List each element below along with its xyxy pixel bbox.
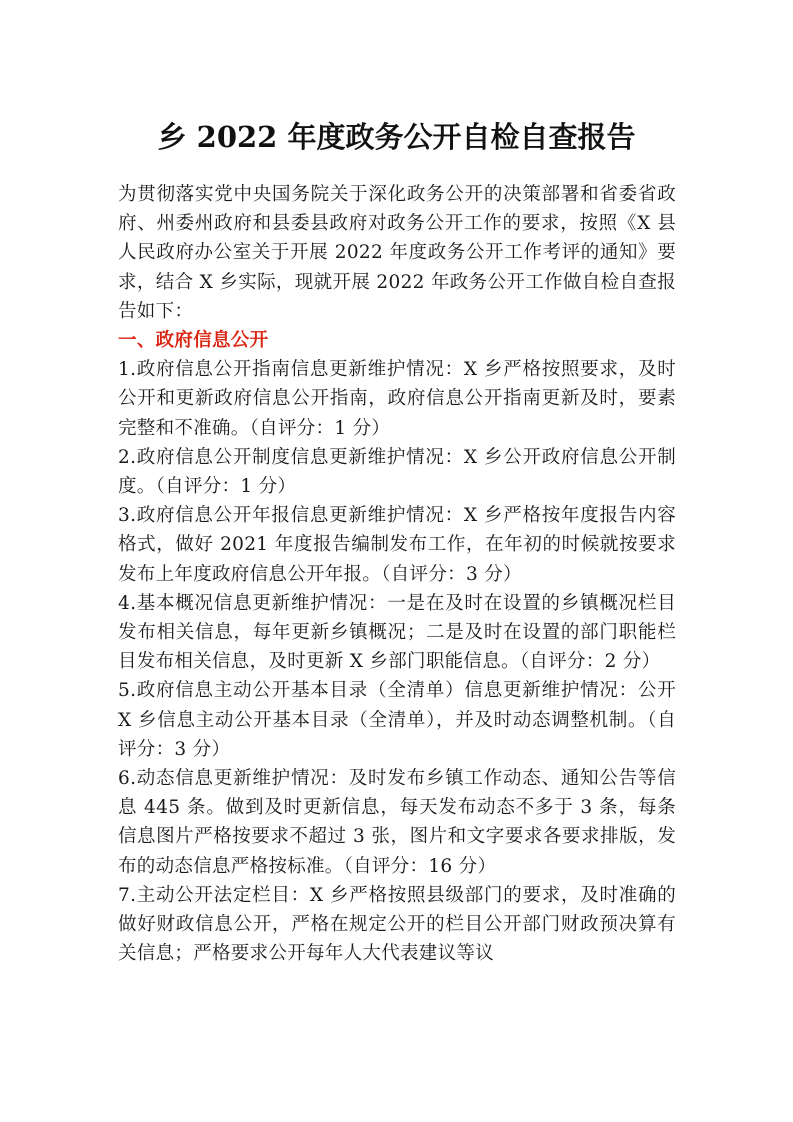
list-item: 6.动态信息更新维护情况：及时发布乡镇工作动态、通知公告等信息 445 条。做到及时更新信息，每天发布动态不多于 3 条，每条信息图片严格按要求不超过 3 张，图片和文字要求各要求排版，发布的动态信息严格按标准。（自评分：16 分）	[118, 768, 676, 877]
intro-paragraph: 为贯彻落实党中央国务院关于深化政务公开的决策部署和省委省政府、州委州政府和县委县政府对政务公开工作的要求，按照《X 县人民政府办公室关于开展 2022 年度政务公开工作考评的通知》要求，结合 X 乡实际，现就开展 2022 年政务公开工作做自检自查报告如下：	[118, 184, 676, 322]
list-item: 7.主动公开法定栏目：X 乡严格按照县级部门的要求，及时准确的做好财政信息公开，严格在规定公开的栏目公开部门财政预决算有关信息；严格要求公开每年人大代表建议等议	[118, 884, 676, 965]
section-heading: 一、政府信息公开	[118, 330, 269, 352]
page-title: 乡 2022 年度政务公开自检自查报告	[157, 120, 636, 154]
list-item: 3.政府信息公开年报信息更新维护情况：X 乡严格按年度报告内容格式，做好 2021 年度报告编制发布工作，在年初的时候就按要求发布上年度政府信息公开年报。（自评分：3 分）	[118, 505, 676, 585]
list-item: 5.政府信息主动公开基本目录（全清单）信息更新维护情况：公开 X 乡信息主动公开基本目录（全清单），并及时动态调整机制。（自评分：3 分）	[118, 680, 676, 760]
document-body	[118, 180, 676, 968]
list-item: 4.基本概况信息更新维护情况：一是在及时在设置的乡镇概况栏目发布相关信息，每年更新乡镇概况；二是及时在设置的部门职能栏目发布相关信息，及时更新 X 乡部门职能信息。（自评分：2 分）	[118, 592, 676, 673]
list-item: 2.政府信息公开制度信息更新维护情况：X 乡公开政府信息公开制度。（自评分：1 分）	[118, 446, 676, 498]
list-item: 1.政府信息公开指南信息更新维护情况：X 乡严格按照要求，及时公开和更新政府信息公开指南，政府信息公开指南更新及时，要素完整和不准确。（自评分：1 分）	[118, 359, 676, 439]
